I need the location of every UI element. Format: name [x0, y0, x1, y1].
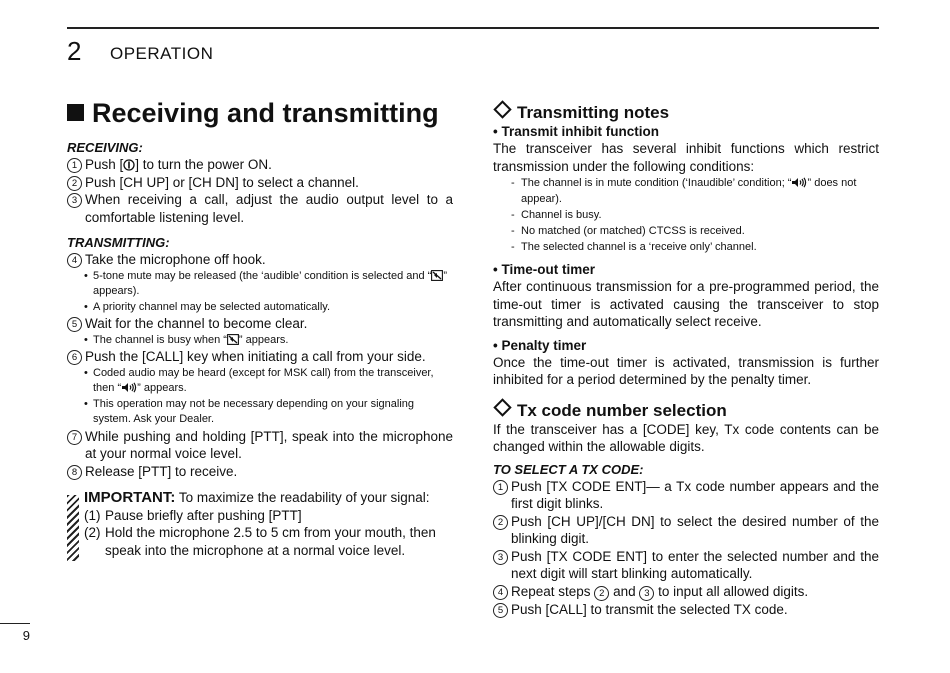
step5-note: • The channel is busy when “ ” appears. — [84, 333, 289, 346]
speaker-icon — [121, 382, 137, 393]
txcode-step-3: 3 Push [TX CODE ENT] to enter the selected number and the next digit will start blinking automatically. — [493, 548, 879, 583]
mute-icon — [431, 270, 443, 281]
important-heading: IMPORTANT: To maximize the readability of your signal: — [84, 489, 430, 506]
txcode-title: Tx code number selection — [493, 401, 879, 421]
txcode-step-4: 4 Repeat steps 2 and 3 to input all allowed digits. — [493, 583, 879, 601]
page-number: 9 — [0, 623, 30, 643]
txcode-step-2: 2 Push [CH UP]/[CH DN] to select the desired number of the blinking digit. — [493, 513, 879, 548]
transmitting-step-4: 4 Take the microphone off hook. — [67, 251, 453, 269]
receiving-step-1: 1 Push [ ] to turn the power ON. — [67, 156, 453, 174]
inhibit-text: The transceiver has several inhibit functions which restrict transmission under the following conditions: — [493, 141, 879, 174]
square-bullet-icon — [67, 104, 84, 121]
timeout-title: • Time-out timer — [493, 262, 595, 277]
diamond-icon — [493, 398, 511, 416]
step4-note-1: • 5-tone mute may be released (the ‘audible’ condition is selected and “ ” appears). — [84, 269, 448, 297]
inhibit-title: • Transmit inhibit function — [493, 124, 659, 139]
receiving-step-2: 2 Push [CH UP] or [CH DN] to select a channel. — [67, 174, 453, 192]
inhibit-condition-2: - Channel is busy. — [511, 209, 602, 221]
left-column — [67, 96, 453, 559]
important-item-1: (1) Pause briefly after pushing [PTT] — [84, 507, 302, 523]
power-icon — [123, 159, 135, 171]
transmitting-label: TRANSMITTING: — [67, 235, 170, 250]
inhibit-condition-1: - The channel is in mute condition (‘Inaudible’ condition; “ ” does not appear). — [511, 177, 857, 205]
transmitting-step-6: 6 Push the [CALL] key when initiating a call from your side. — [67, 348, 453, 366]
speaker-icon — [791, 177, 807, 188]
step6-note-1: • Coded audio may be heard (except for MSK call) from the transceiver, then “ ” appears. — [84, 366, 434, 394]
timeout-text: After continuous transmission for a pre-programmed period, the time-out timer is activated causing the transceiver to stop transmitting and automatically select receive. — [493, 279, 879, 329]
receiving-label: RECEIVING: — [67, 140, 143, 155]
txcode-step-5: 5 Push [CALL] to transmit the selected TX code. — [493, 601, 879, 619]
transmitting-step-5: 5 Wait for the channel to become clear. — [67, 315, 453, 333]
receiving-step-3: 3 When receiving a call, adjust the audio output level to a comfortable listening level. — [67, 191, 453, 226]
section-title: Receiving and transmitting — [67, 96, 453, 130]
header-rule — [67, 27, 879, 29]
penalty-text: Once the time-out timer is activated, transmission is further inhibited for a period determined by the penalty timer. — [493, 354, 879, 387]
chapter-number: 2 — [67, 36, 82, 66]
txcode-step-1: 1 Push [TX CODE ENT]— a Tx code number appears and the first digit blinks. — [493, 478, 879, 513]
select-txcode-label: TO SELECT A TX CODE: — [493, 461, 644, 477]
important-box — [67, 489, 453, 559]
transmitting-step-7: 7 While pushing and holding [PTT], speak into the microphone at your normal voice level. — [67, 428, 453, 463]
right-column — [493, 103, 879, 618]
important-item-2: (2) Hold the microphone 2.5 to 5 cm from your mouth, then speak into the microphone at a normal voice level. — [84, 525, 436, 558]
transmitting-notes-title: Transmitting notes — [493, 103, 879, 123]
step4-note-2: • A priority channel may be selected automatically. — [84, 300, 331, 313]
diamond-icon — [493, 100, 511, 118]
inhibit-condition-4: - The selected channel is a ‘receive only’ channel. — [511, 241, 757, 253]
important-hatch-marker — [67, 495, 79, 561]
inhibit-condition-3: - No matched (or matched) CTCSS is received. — [511, 225, 745, 237]
mute-icon — [227, 334, 239, 345]
chapter-title: OPERATION — [110, 44, 214, 63]
penalty-title: • Penalty timer — [493, 337, 587, 353]
txcode-text: If the transceiver has a [CODE] key, Tx code contents can be changed within the allowable digits. — [493, 421, 879, 454]
step6-note-2: • This operation may not be necessary depending on your signaling system. Ask your Dealer. — [84, 397, 415, 425]
transmitting-step-8: 8 Release [PTT] to receive. — [67, 463, 453, 481]
